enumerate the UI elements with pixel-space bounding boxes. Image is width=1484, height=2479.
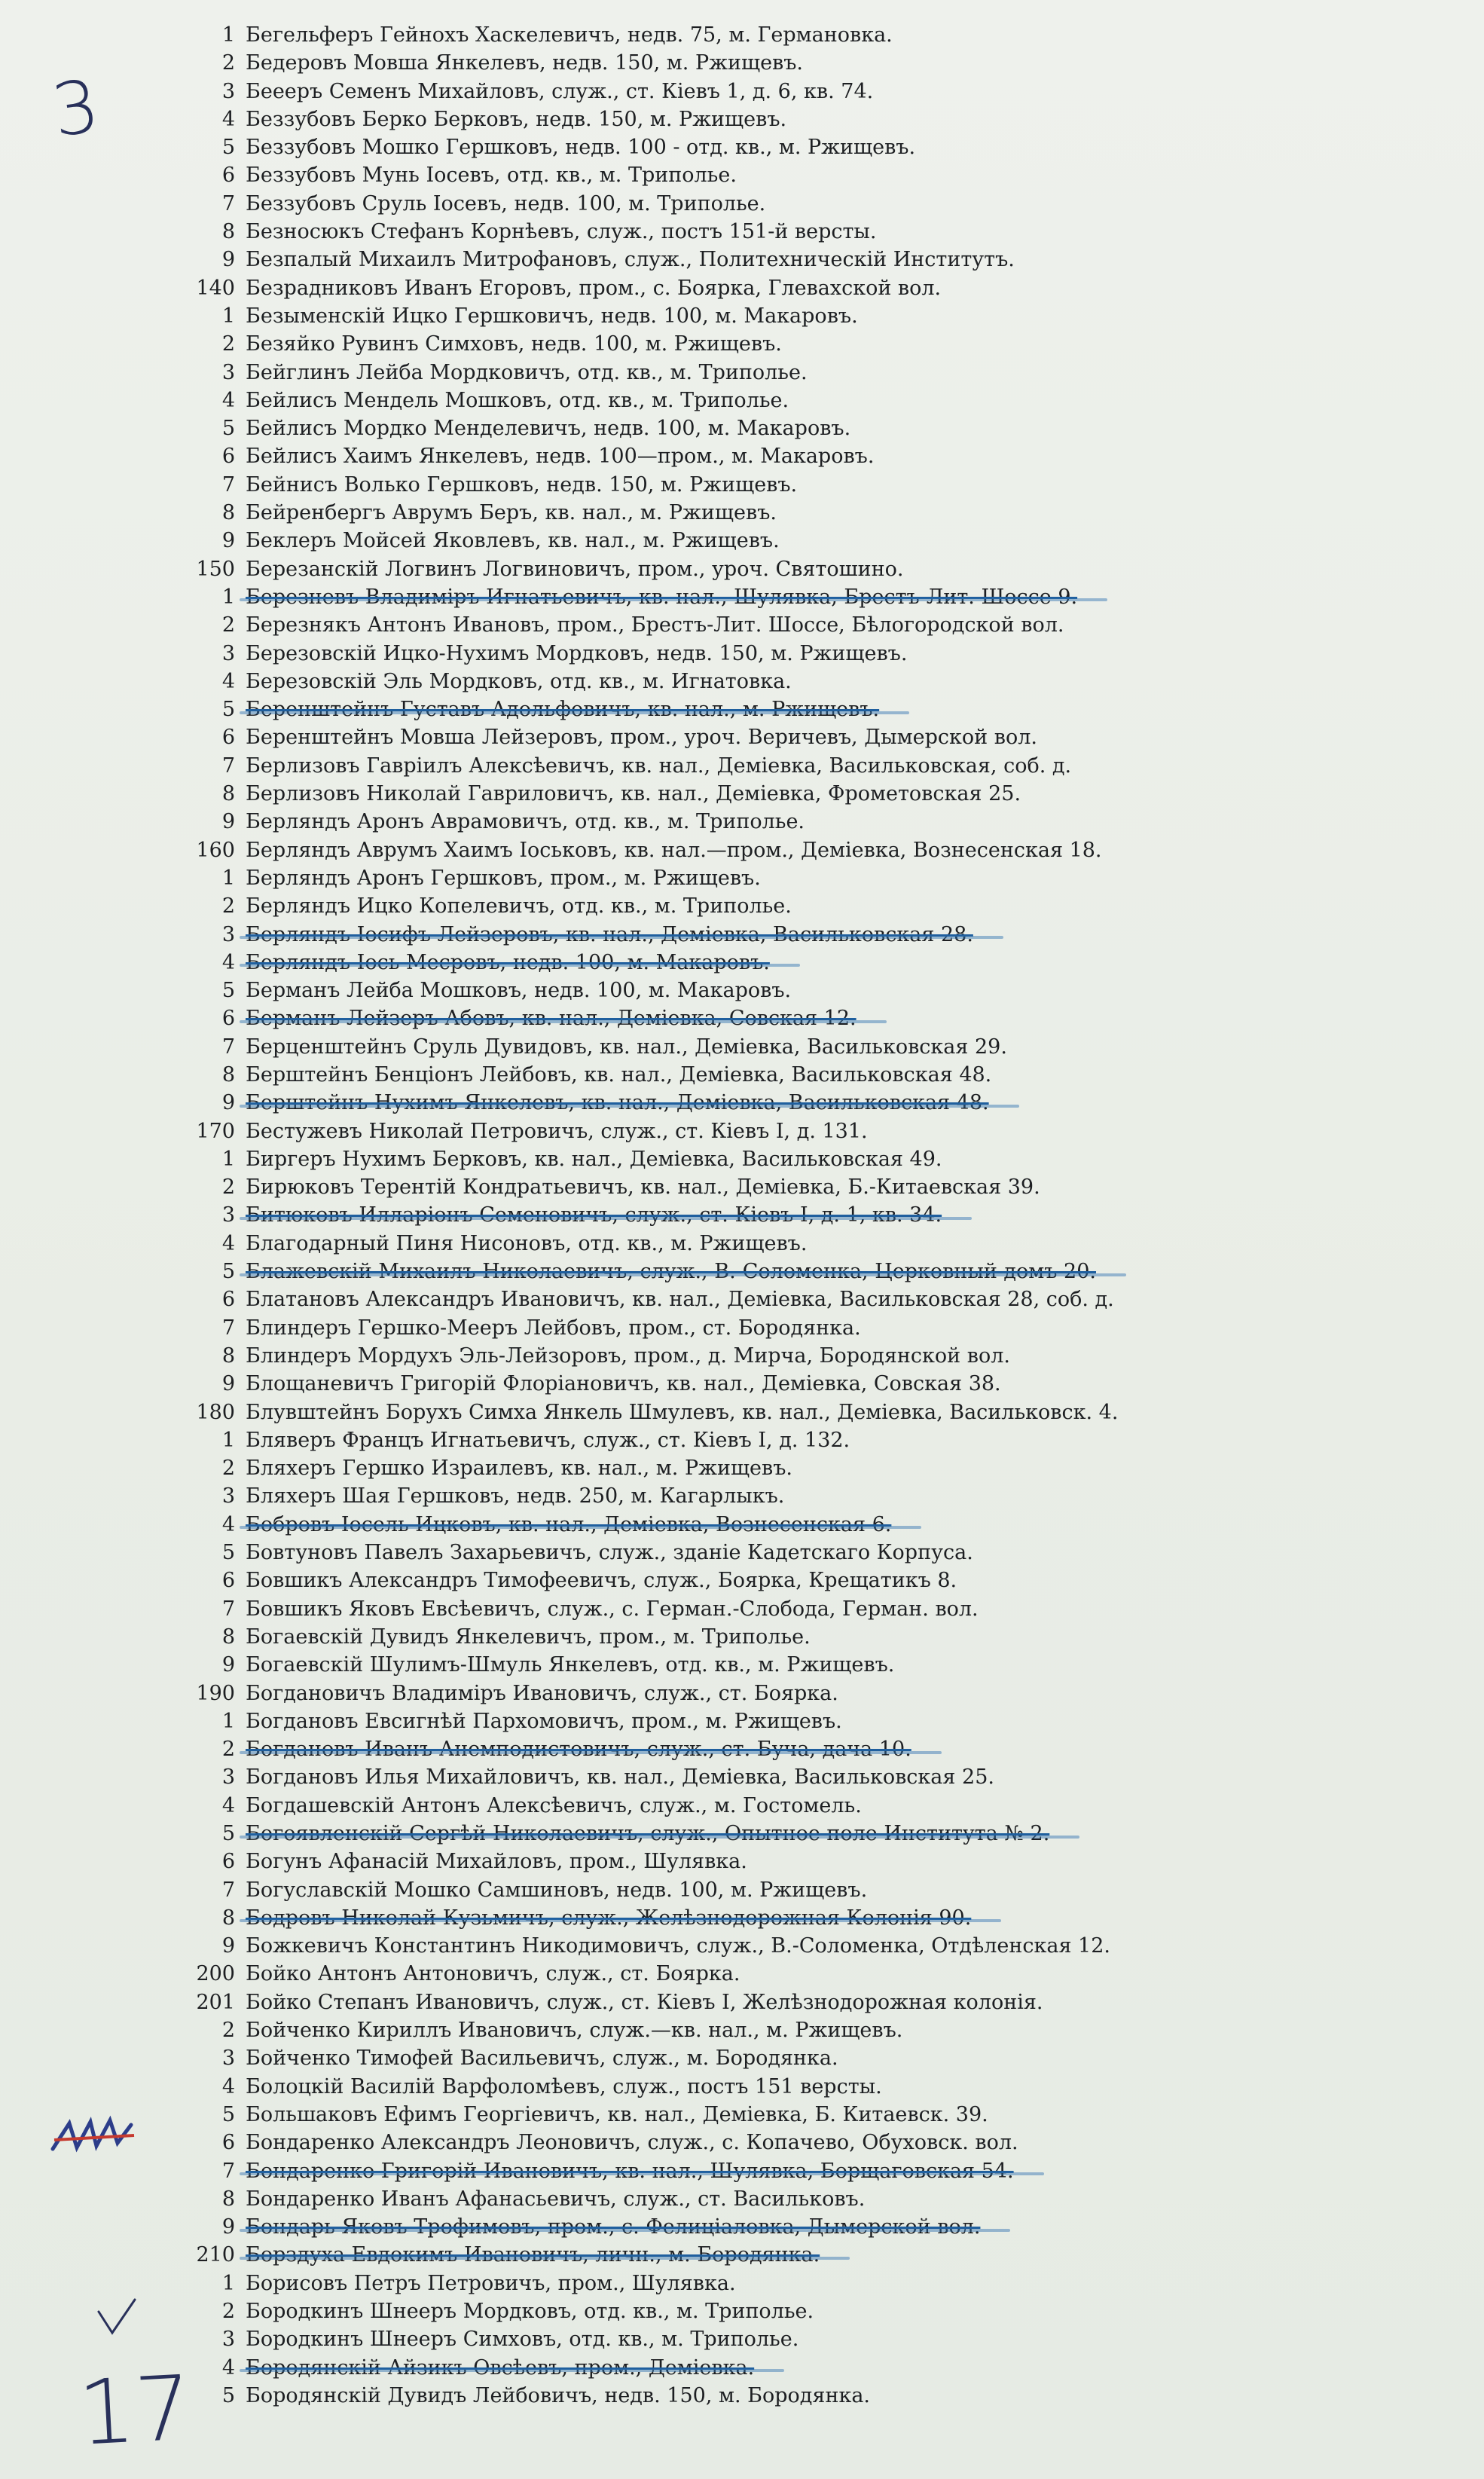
entry-text: Блатановъ Александръ Ивановичъ, кв. нал., Деміевка, Васильковская 28, соб. д. xyxy=(246,1288,1114,1312)
entry-number: 6 xyxy=(221,164,235,188)
register-entry-struck xyxy=(68,1735,1424,1763)
entry-text: Берляндъ Іось Меєровъ, недв. 100, м. Макаровъ. xyxy=(246,949,770,977)
entry-number: 5 xyxy=(221,136,235,160)
entry-number: 6 xyxy=(221,1288,235,1312)
entry-text: Биргеръ Нухимъ Берковъ, кв. нал., Деміевка, Васильковская 49. xyxy=(246,1147,942,1171)
entry-number: 7 xyxy=(221,472,235,497)
entry-text: Богдановъ Евсигнѣй Пархомовичъ, пром., м. Ржищевъ. xyxy=(246,1709,842,1733)
register-entry xyxy=(68,640,1424,668)
entry-number: 6 xyxy=(221,2131,235,2155)
register-entry-struck xyxy=(68,1904,1424,1932)
register-entry xyxy=(68,808,1424,836)
entry-number: 2 xyxy=(221,332,235,356)
entry-text: Березневъ Владиміръ Игнатьевичъ, кв. нал., Шулявка, Брестъ-Лит. Шоссе 9. xyxy=(246,583,1077,611)
entry-text: Болоцкій Василій Варфоломѣевъ, служ., постъ 151 версты. xyxy=(246,2074,882,2098)
register-entry xyxy=(68,21,1424,49)
register-entry xyxy=(68,442,1424,470)
entry-number: 7 xyxy=(221,1878,235,1902)
register-entry xyxy=(68,1230,1424,1258)
register-entry xyxy=(68,1342,1424,1370)
register-entry xyxy=(68,1651,1424,1679)
entry-number: 4 xyxy=(221,1231,235,1255)
entry-number: 6 xyxy=(221,445,235,469)
register-entry xyxy=(68,1876,1424,1904)
register-entry xyxy=(68,1680,1424,1707)
entry-text: Битюковъ Илларіонъ Семеновичъ, служ., ст. Кіевъ I, д. 1, кв. 34. xyxy=(246,1201,942,1229)
entry-number: 3 xyxy=(221,2328,235,2352)
entry-number: 9 xyxy=(221,1653,235,1677)
entry-number: 3 xyxy=(221,1484,235,1508)
register-entry xyxy=(68,977,1424,1004)
entry-text: Бляхеръ Гершко Израилевъ, кв. нал., м. Ржищевъ. xyxy=(246,1457,792,1481)
entry-number: 9 xyxy=(221,2215,235,2239)
entry-text: Богдановъ Илья Михайловичъ, кв. нал., Деміевка, Васильковская 25. xyxy=(246,1765,994,1790)
register-entry-struck xyxy=(68,921,1424,949)
register-entry xyxy=(68,246,1424,274)
entry-number: 5 xyxy=(221,1541,235,1565)
register-entry xyxy=(68,133,1424,161)
register-entry xyxy=(68,499,1424,527)
name-register xyxy=(68,21,1424,2410)
entry-text: Берлизовъ Николай Гавриловичъ, кв. нал., Деміевка, Фрометовская 25. xyxy=(246,782,1021,806)
entry-text: Благодарный Пиня Нисоновъ, отд. кв., м. Ржищевъ. xyxy=(246,1231,808,1255)
register-entry xyxy=(68,2101,1424,2129)
entry-text: Берманъ Лейба Мошковъ, недв. 100, м. Макаровъ. xyxy=(246,979,792,1003)
register-entry xyxy=(68,2044,1424,2072)
register-entry xyxy=(68,1988,1424,2016)
entry-text: Богдашевскій Антонъ Алексѣевичъ, служ., м. Гостомель. xyxy=(246,1793,862,1817)
entry-number: 140 xyxy=(196,276,235,300)
entry-number: 9 xyxy=(221,248,235,272)
entry-number: 8 xyxy=(221,1625,235,1649)
register-entry xyxy=(68,1061,1424,1089)
entry-number: 210 xyxy=(196,2243,235,2267)
entry-text: Бондаренко Иванъ Афанасьевичъ, служ., ст. Васильковъ. xyxy=(246,2187,866,2211)
register-entry-struck xyxy=(68,949,1424,977)
register-entry-struck xyxy=(68,695,1424,723)
entry-text: Бодровъ Николай Кузьмичъ, служ., Желѣзнодорожная Колонія 90. xyxy=(246,1904,971,1932)
entry-number: 2 xyxy=(221,613,235,637)
entry-number: 150 xyxy=(196,557,235,581)
register-entry-struck xyxy=(68,1201,1424,1229)
entry-number: 3 xyxy=(221,79,235,103)
register-entry xyxy=(68,1314,1424,1342)
entry-text: Беззубовъ Берко Берковъ, недв. 150, м. Ржищевъ. xyxy=(246,107,787,131)
entry-number: 4 xyxy=(221,669,235,693)
register-entry-struck xyxy=(68,1820,1424,1848)
register-entry xyxy=(68,1033,1424,1061)
entry-text: Богоявленскій Сергѣй Николаевичъ, служ., Опытное поле Института № 2. xyxy=(246,1820,1049,1848)
register-entry xyxy=(68,723,1424,751)
entry-number: 170 xyxy=(196,1119,235,1143)
entry-number: 2 xyxy=(221,51,235,75)
entry-text: Беззубовъ Мошко Гершковъ, недв. 100 - отд. кв., м. Ржищевъ. xyxy=(246,136,916,160)
entry-text: Березанскій Логвинъ Логвиновичъ, пром., уроч. Святошино. xyxy=(246,557,904,581)
register-entry xyxy=(68,1426,1424,1454)
entry-text: Богаевскій Дувидъ Янкелевичъ, пром., м. Триполье. xyxy=(246,1625,811,1649)
register-entry xyxy=(68,1623,1424,1651)
entry-number: 190 xyxy=(196,1681,235,1705)
entry-text: Берштейнъ Нухимъ Янкелевъ, кв. нал., Деміевка, Васильковская 48. xyxy=(246,1089,989,1117)
entry-number: 180 xyxy=(196,1400,235,1424)
entry-number: 1 xyxy=(221,2271,235,2295)
entry-text: Богунъ Афанасій Михайловъ, пром., Шулявка. xyxy=(246,1850,747,1874)
entry-number: 5 xyxy=(221,979,235,1003)
entry-text: Бовтуновъ Павелъ Захарьевичъ, служ., зданіе Кадетскаго Корпуса. xyxy=(246,1541,973,1565)
entry-number: 6 xyxy=(221,1850,235,1874)
entry-number: 9 xyxy=(221,1934,235,1958)
entry-text: Блиндеръ Мордухъ Эль-Лейзоровъ, пром., д. Мирча, Бородянской вол. xyxy=(246,1343,1010,1368)
entry-number: 1 xyxy=(221,23,235,47)
register-entry xyxy=(68,387,1424,414)
entry-text: Безыменскій Ицко Гершковичъ, недв. 100, м. Макаровъ. xyxy=(246,304,858,328)
entry-number: 6 xyxy=(221,1569,235,1593)
entry-text: Беренштейнъ Мовша Лейзеровъ, пром., уроч. Веричевъ, Дымерской вол. xyxy=(246,726,1037,750)
register-entry xyxy=(68,49,1424,77)
entry-text: Берляндъ Ицко Копелевичъ, отд. кв., м. Триполье. xyxy=(246,894,792,919)
entry-text: Блувштейнъ Борухъ Симха Янкель Шмулевъ, кв. нал., Деміевка, Васильковск. 4. xyxy=(246,1400,1119,1424)
entry-number: 2 xyxy=(221,1738,235,1762)
register-entry xyxy=(68,1567,1424,1594)
register-entry xyxy=(68,161,1424,189)
entry-text: Безяйко Рувинъ Симховъ, недв. 100, м. Ржищевъ. xyxy=(246,332,782,356)
entry-text: Беззубовъ Сруль Іосевъ, недв. 100, м. Триполье. xyxy=(246,191,766,215)
entry-text: Бойко Степанъ Ивановичъ, служ., ст. Кіевъ I, Желѣзнодорожная колонія. xyxy=(246,1990,1043,2014)
entry-text: Беклеръ Мойсей Яковлевъ, кв. нал., м. Ржищевъ. xyxy=(246,529,780,553)
entry-text: Борисовъ Петръ Петровичъ, пром., Шулявка. xyxy=(246,2271,736,2295)
entry-number: 4 xyxy=(221,388,235,412)
entry-text: Блиндеръ Гершко-Мееръ Лейбовъ, пром., ст. Бородянка. xyxy=(246,1316,861,1340)
register-entry xyxy=(68,2325,1424,2353)
entry-number: 201 xyxy=(196,1990,235,2014)
entry-number: 8 xyxy=(221,782,235,806)
entry-number: 5 xyxy=(221,2383,235,2407)
entry-number: 2 xyxy=(221,1457,235,1481)
entry-text: Бондарь Яковъ Трофимовъ, пром., с. Фелиціаловка, Дымерской вол. xyxy=(246,2213,980,2241)
entry-text: Берляндъ Аронъ Гершковъ, пром., м. Ржищевъ. xyxy=(246,866,761,890)
entry-number: 5 xyxy=(221,1822,235,1845)
register-entry xyxy=(68,2185,1424,2213)
entry-text: Бойченко Тимофей Васильевичъ, служ., м. Бородянка. xyxy=(246,2046,838,2071)
entry-number: 3 xyxy=(221,641,235,665)
register-entry xyxy=(68,2016,1424,2044)
entry-number: 2 xyxy=(221,2300,235,2324)
entry-text: Бородянскій Дувидъ Лейбовичъ, недв. 150, м. Бородянка. xyxy=(246,2383,870,2407)
entry-text: Бейлисъ Хаимъ Янкелевъ, недв. 100—пром., м. Макаровъ. xyxy=(246,445,875,469)
register-entry-struck xyxy=(68,2241,1424,2269)
entry-number: 1 xyxy=(221,304,235,328)
register-entry xyxy=(68,2270,1424,2297)
register-entry xyxy=(68,1117,1424,1145)
entry-number: 4 xyxy=(221,1793,235,1817)
register-entry-struck xyxy=(68,2157,1424,2185)
register-entry xyxy=(68,892,1424,920)
entry-text: Богдановъ Иванъ Анемподистовичъ, служ., ст. Буча, дача 10. xyxy=(246,1735,911,1763)
entry-text: Берманъ Лейзеръ Абовъ, кв. нал., Деміевка, Совская 12. xyxy=(246,1004,857,1032)
register-entry-struck xyxy=(68,1511,1424,1539)
entry-text: Бейглинъ Лейба Мордковичъ, отд. кв., м. Триполье. xyxy=(246,360,808,384)
register-entry xyxy=(68,359,1424,387)
entry-number: 8 xyxy=(221,1062,235,1087)
entry-number: 200 xyxy=(196,1962,235,1986)
register-entry xyxy=(68,105,1424,133)
register-entry xyxy=(68,611,1424,639)
entry-text: Березовскій Ицко-Нухимъ Мордковъ, недв. 150, м. Ржищевъ. xyxy=(246,641,908,665)
entry-number: 9 xyxy=(221,529,235,553)
register-entry xyxy=(68,1398,1424,1426)
entry-text: Блажевскій Михаилъ Николаевичъ, служ., В.-Соломенка, Церковный домъ 20. xyxy=(246,1258,1096,1285)
entry-text: Березовскій Эль Мордковъ, отд. кв., м. Игнатовка. xyxy=(246,669,792,693)
register-entry xyxy=(68,1482,1424,1510)
entry-number: 2 xyxy=(221,894,235,919)
entry-text: Бондаренко Григорій Ивановичъ, кв. нал., Шулявка, Борщаговская 54. xyxy=(246,2157,1014,2185)
entry-text: Бородкинъ Шнееръ Мордковъ, отд. кв., м. Триполье. xyxy=(246,2300,814,2324)
register-entry xyxy=(68,1370,1424,1398)
entry-number: 3 xyxy=(221,1203,235,1227)
entry-number: 160 xyxy=(196,838,235,862)
entry-text: Бирюковъ Терентій Кондратьевичъ, кв. нал., Деміевка, Б.-Китаевская 39. xyxy=(246,1175,1040,1200)
pencil-page-number-top: 3 xyxy=(47,63,105,154)
register-entry xyxy=(68,190,1424,218)
entry-number: 9 xyxy=(221,1091,235,1115)
entry-number: 1 xyxy=(221,866,235,890)
register-entry xyxy=(68,864,1424,892)
register-entry xyxy=(68,78,1424,105)
entry-text: Бейренбергъ Аврумъ Беръ, кв. нал., м. Ржищевъ. xyxy=(246,501,777,525)
entry-number: 2 xyxy=(221,1175,235,1200)
entry-number: 5 xyxy=(221,1260,235,1284)
entry-text: Богаевскій Шулимъ-Шмуль Янкелевъ, отд. кв., м. Ржищевъ. xyxy=(246,1653,895,1677)
register-entry xyxy=(68,2382,1424,2410)
entry-number: 1 xyxy=(221,1428,235,1452)
register-entry-struck xyxy=(68,583,1424,611)
entry-text: Бляверъ Францъ Игнатьевичъ, служ., ст. Кіевъ I, д. 132. xyxy=(246,1428,850,1452)
entry-number: 7 xyxy=(221,1597,235,1621)
entry-text: Бестужевъ Николай Петровичъ, служ., ст. Кіевъ I, д. 131. xyxy=(246,1119,868,1143)
register-entry xyxy=(68,1454,1424,1482)
register-entry xyxy=(68,1707,1424,1735)
entry-number: 8 xyxy=(221,2187,235,2211)
entry-text: Божкевичъ Константинъ Никодимовичъ, служ., В.-Соломенка, Отдѣленская 12. xyxy=(246,1934,1111,1958)
register-entry xyxy=(68,414,1424,442)
register-entry xyxy=(68,218,1424,246)
entry-text: Безрадниковъ Иванъ Егоровъ, пром., с. Боярка, Глевахской вол. xyxy=(246,276,942,300)
entry-text: Безпалый Михаилъ Митрофановъ, служ., Политехническій Институтъ. xyxy=(246,248,1015,272)
entry-text: Безносюкъ Стефанъ Корнѣевъ, служ., постъ 151-й версты. xyxy=(246,220,877,244)
entry-number: 5 xyxy=(221,2102,235,2126)
register-entry-struck xyxy=(68,1089,1424,1117)
entry-number: 6 xyxy=(221,726,235,750)
entry-number: 2 xyxy=(221,2019,235,2043)
entry-text: Большаковъ Ефимъ Георгіевичъ, кв. нал., Деміевка, Б. Китаевск. 39. xyxy=(246,2102,988,2126)
entry-number: 9 xyxy=(221,1372,235,1396)
entry-number: 8 xyxy=(221,1906,235,1930)
entry-text: Бобровъ Іосель Ицковъ, кв. нал., Деміевка, Вознесенская 6. xyxy=(246,1511,891,1539)
entry-number: 4 xyxy=(221,2355,235,2380)
entry-number: 7 xyxy=(221,753,235,778)
entry-text: Березнякъ Антонъ Ивановъ, пром., Брестъ-Лит. Шоссе, Бѣлогородской вол. xyxy=(246,613,1064,637)
register-entry xyxy=(68,1960,1424,1988)
register-entry xyxy=(68,274,1424,302)
entry-text: Борздуха Евдокимъ Ивановичъ, личн., м. Бородянка. xyxy=(246,2241,820,2269)
entry-text: Бойко Антонъ Антоновичъ, служ., ст. Боярка. xyxy=(246,1962,740,1986)
entry-text: Бовшикъ Яковъ Евсѣевичъ, служ., с. Герман.-Слобода, Герман. вол. xyxy=(246,1597,979,1621)
entry-number: 7 xyxy=(221,1316,235,1340)
entry-number: 4 xyxy=(221,950,235,974)
entry-text: Берляндъ Іосифъ Лейзеровъ, кв. нал., Деміевка, Васильковская 28. xyxy=(246,921,973,949)
register-entry xyxy=(68,330,1424,358)
entry-number: 9 xyxy=(221,810,235,834)
register-entry xyxy=(68,1285,1424,1313)
entry-text: Бейнисъ Волько Гершковъ, недв. 150, м. Ржищевъ. xyxy=(246,472,798,497)
entry-text: Бейлисъ Мендель Мошковъ, отд. кв., м. Триполье. xyxy=(246,388,789,412)
register-entry xyxy=(68,2297,1424,2325)
entry-text: Берляндъ Аврумъ Хаимъ Іоськовъ, кв. нал.—пром., Деміевка, Вознесенская 18. xyxy=(246,838,1102,862)
entry-number: 5 xyxy=(221,698,235,722)
entry-number: 7 xyxy=(221,191,235,215)
entry-number: 1 xyxy=(221,1709,235,1733)
register-entry xyxy=(68,471,1424,499)
entry-text: Бедеровъ Мовша Янкелевъ, недв. 150, м. Ржищевъ. xyxy=(246,51,804,75)
entry-number: 1 xyxy=(221,1147,235,1171)
register-entry xyxy=(68,1932,1424,1960)
entry-text: Бондаренко Александръ Леоновичъ, служ., с. Копачево, Обуховск. вол. xyxy=(246,2131,1018,2155)
entry-number: 3 xyxy=(221,922,235,946)
register-entry xyxy=(68,1763,1424,1791)
entry-number: 8 xyxy=(221,501,235,525)
entry-number: 1 xyxy=(221,585,235,609)
entry-text: Берценштейнъ Сруль Дувидовъ, кв. нал., Деміевка, Васильковская 29. xyxy=(246,1035,1007,1059)
pencil-page-number-bottom: 17 xyxy=(75,2355,194,2465)
entry-text: Бородкинъ Шнееръ Симховъ, отд. кв., м. Триполье. xyxy=(246,2328,799,2352)
entry-number: 3 xyxy=(221,360,235,384)
register-entry-struck xyxy=(68,2354,1424,2382)
register-entry xyxy=(68,555,1424,583)
entry-number: 6 xyxy=(221,1007,235,1031)
entry-text: Берлизовъ Гавріилъ Алексѣевичъ, кв. нал., Деміевка, Васильковская, соб. д. xyxy=(246,753,1072,778)
register-entry xyxy=(68,836,1424,864)
entry-text: Беееръ Семенъ Михайловъ, служ., ст. Кіевъ 1, д. 6, кв. 74. xyxy=(246,79,874,103)
entry-text: Берштейнъ Бенціонъ Лейбовъ, кв. нал., Деміевка, Васильковская 48. xyxy=(246,1062,992,1087)
entry-text: Бородянскій Айзикъ Овсѣевъ, пром., Деміевка. xyxy=(246,2354,754,2382)
register-entry xyxy=(68,1145,1424,1173)
register-entry xyxy=(68,780,1424,808)
register-entry xyxy=(68,1539,1424,1567)
entry-text: Богдановичъ Владиміръ Ивановичъ, служ., ст. Боярка. xyxy=(246,1681,838,1705)
entry-text: Беренштейнъ Густавъ Адольфовичъ, кв. нал., м. Ржищевъ. xyxy=(246,695,879,723)
register-entry xyxy=(68,302,1424,330)
entry-text: Блощаневичъ Григорій Флоріановичъ, кв. нал., Деміевка, Совская 38. xyxy=(246,1372,1001,1396)
register-entry-struck xyxy=(68,2213,1424,2241)
register-entry xyxy=(68,1173,1424,1201)
entry-text: Бейлисъ Мордко Менделевичъ, недв. 100, м. Макаровъ. xyxy=(246,417,851,441)
register-entry xyxy=(68,752,1424,780)
register-entry xyxy=(68,1792,1424,1820)
entry-text: Берляндъ Аронъ Аврамовичъ, отд. кв., м. Триполье. xyxy=(246,810,805,834)
entry-number: 8 xyxy=(221,1343,235,1368)
entry-number: 3 xyxy=(221,1765,235,1790)
register-entry xyxy=(68,1848,1424,1875)
entry-number: 8 xyxy=(221,220,235,244)
register-entry xyxy=(68,527,1424,555)
entry-number: 5 xyxy=(221,417,235,441)
entry-text: Бляхеръ Шая Гершковъ, недв. 250, м. Кагарлыкъ. xyxy=(246,1484,785,1508)
entry-number: 4 xyxy=(221,107,235,131)
entry-number: 3 xyxy=(221,2046,235,2071)
entry-number: 4 xyxy=(221,1512,235,1536)
entry-text: Богуславскій Мошко Самшиновъ, недв. 100, м. Ржищевъ. xyxy=(246,1878,868,1902)
register-entry xyxy=(68,668,1424,695)
entry-number: 7 xyxy=(221,1035,235,1059)
entry-text: Бовшикъ Александръ Тимофеевичъ, служ., Боярка, Крещатикъ 8. xyxy=(246,1569,957,1593)
register-entry xyxy=(68,2129,1424,2157)
entry-number: 7 xyxy=(221,2159,235,2183)
register-entry xyxy=(68,1595,1424,1623)
entry-text: Беззубовъ Мунь Іосевъ, отд. кв., м. Триполье. xyxy=(246,164,737,188)
entry-number: 4 xyxy=(221,2074,235,2098)
register-entry-struck xyxy=(68,1004,1424,1032)
entry-text: Бойченко Кириллъ Ивановичъ, служ.—кв. нал., м. Ржищевъ. xyxy=(246,2019,903,2043)
register-entry-struck xyxy=(68,1258,1424,1285)
register-entry xyxy=(68,2073,1424,2101)
entry-text: Бегельферъ Гейнохъ Хаскелевичъ, недв. 75, м. Германовка. xyxy=(246,23,893,47)
